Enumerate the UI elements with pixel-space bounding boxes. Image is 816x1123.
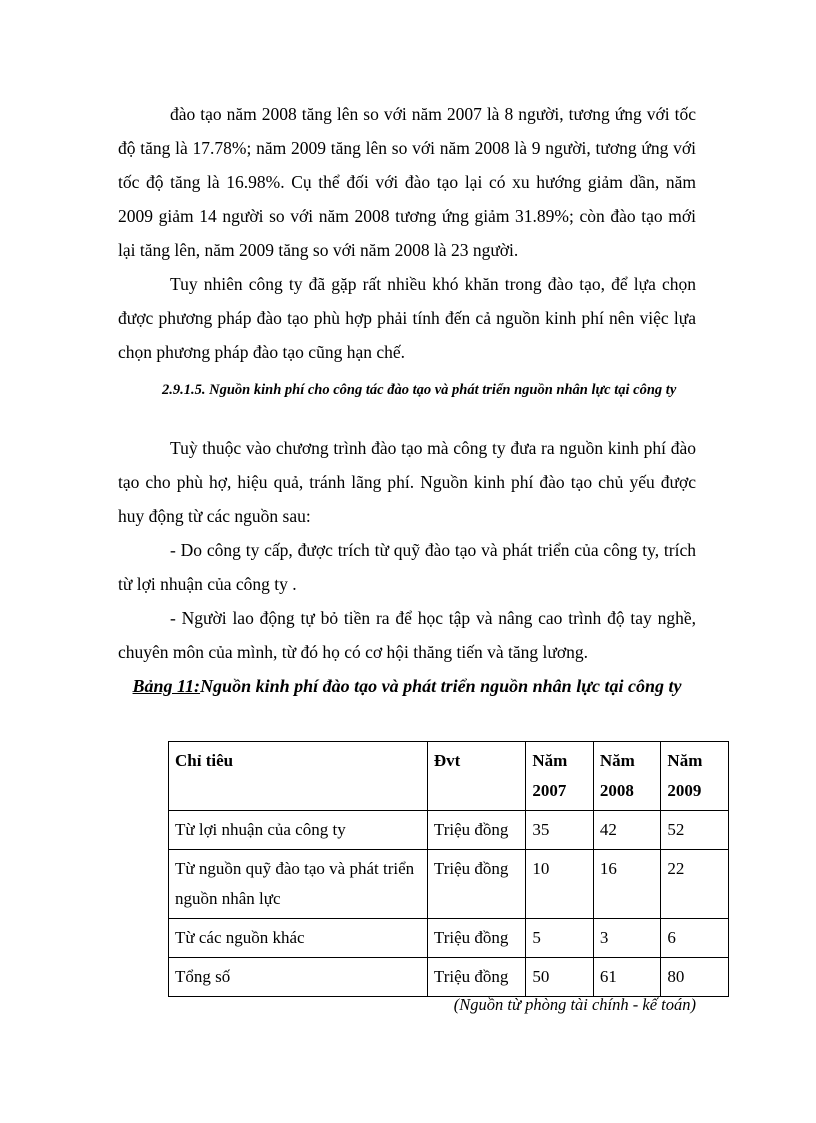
cell-indicator: Từ các nguồn khác [169, 919, 428, 958]
paragraph-funding-sources: Tuỳ thuộc vào chương trình đào tạo mà công ty đưa ra nguồn kinh phí đào tạo cho phù hợ, hiệu quả, tránh lãng phí. Nguồn kinh phí đào tạo chủ yếu được huy động từ các nguồn sau: [118, 438, 696, 526]
header-year-2009: Năm 2009 [661, 742, 729, 811]
header-unit: Đvt [427, 742, 525, 811]
cell-unit: Triệu đồng [427, 958, 525, 997]
cell-2008: 42 [593, 811, 661, 850]
funding-table [168, 741, 729, 997]
cell-2009: 22 [661, 850, 729, 919]
table-label: Bảng 11: [132, 676, 201, 696]
header-year-2008: Năm 2008 [593, 742, 661, 811]
cell-2008: 3 [593, 919, 661, 958]
cell-2009: 6 [661, 919, 729, 958]
cell-2009: 52 [661, 811, 729, 850]
table-row [169, 811, 729, 850]
cell-2007: 5 [526, 919, 594, 958]
cell-unit: Triệu đồng [427, 811, 525, 850]
table-header-row [169, 742, 729, 811]
paragraph-training-growth: đào tạo năm 2008 tăng lên so với năm 2007 là 8 người, tương ứng với tốc độ tăng là 17.78%; năm 2009 tăng lên so với năm 2008 là 9 người, tương ứng với tốc độ tăng là 16.98%. Cụ thể đối với đào tạo lại có xu hướng giảm dần, năm 2009 giảm 14 người so với năm 2008 tương ứng giảm 31.89%; còn đào tạo mới lại tăng lên, năm 2009 tăng so với năm 2008 là 23 người. [118, 104, 696, 260]
paragraph-company-funding: - Do công ty cấp, được trích từ quỹ đào tạo và phát triển của công ty, trích từ lợi nhuận của công ty . [118, 540, 696, 594]
cell-unit: Triệu đồng [427, 850, 525, 919]
source-note: (Nguồn từ phòng tài chính - kế toán) [453, 995, 696, 1014]
cell-2009: 80 [661, 958, 729, 997]
section-number: 2.9.1.5. [162, 382, 206, 398]
table-title-text: Nguồn kinh phí đào tạo và phát triển nguồn nhân lực tại công ty [200, 676, 682, 696]
cell-indicator: Tổng số [169, 958, 428, 997]
header-indicator: Chỉ tiêu [169, 742, 428, 811]
cell-indicator: Từ nguồn quỹ đào tạo và phát triển nguồn nhân lực [169, 850, 428, 919]
cell-2007: 50 [526, 958, 594, 997]
cell-unit: Triệu đồng [427, 919, 525, 958]
table-row [169, 958, 729, 997]
header-year-2007: Năm 2007 [526, 742, 594, 811]
section-heading-text: Nguồn kinh phí cho công tác đào tạo và phát triển nguồn nhân lực tại công ty [209, 382, 677, 398]
table-row [169, 919, 729, 958]
section-heading [118, 377, 698, 403]
cell-2008: 61 [593, 958, 661, 997]
paragraph-employee-funding: - Người lao động tự bỏ tiền ra để học tập và nâng cao trình độ tay nghề, chuyên môn của mình, từ đó họ có cơ hội thăng tiến và tăng lương. [118, 608, 696, 662]
table-title [118, 670, 696, 703]
cell-indicator: Từ lợi nhuận của công ty [169, 811, 428, 850]
cell-2007: 10 [526, 850, 594, 919]
paragraph-difficulties: Tuy nhiên công ty đã gặp rất nhiều khó khăn trong đào tạo, để lựa chọn được phương pháp đào tạo phù hợp phải tính đến cả nguồn kinh phí nên việc lựa chọn phương pháp đào tạo cũng hạn chế. [118, 274, 696, 362]
table-row [169, 850, 729, 919]
cell-2008: 16 [593, 850, 661, 919]
cell-2007: 35 [526, 811, 594, 850]
